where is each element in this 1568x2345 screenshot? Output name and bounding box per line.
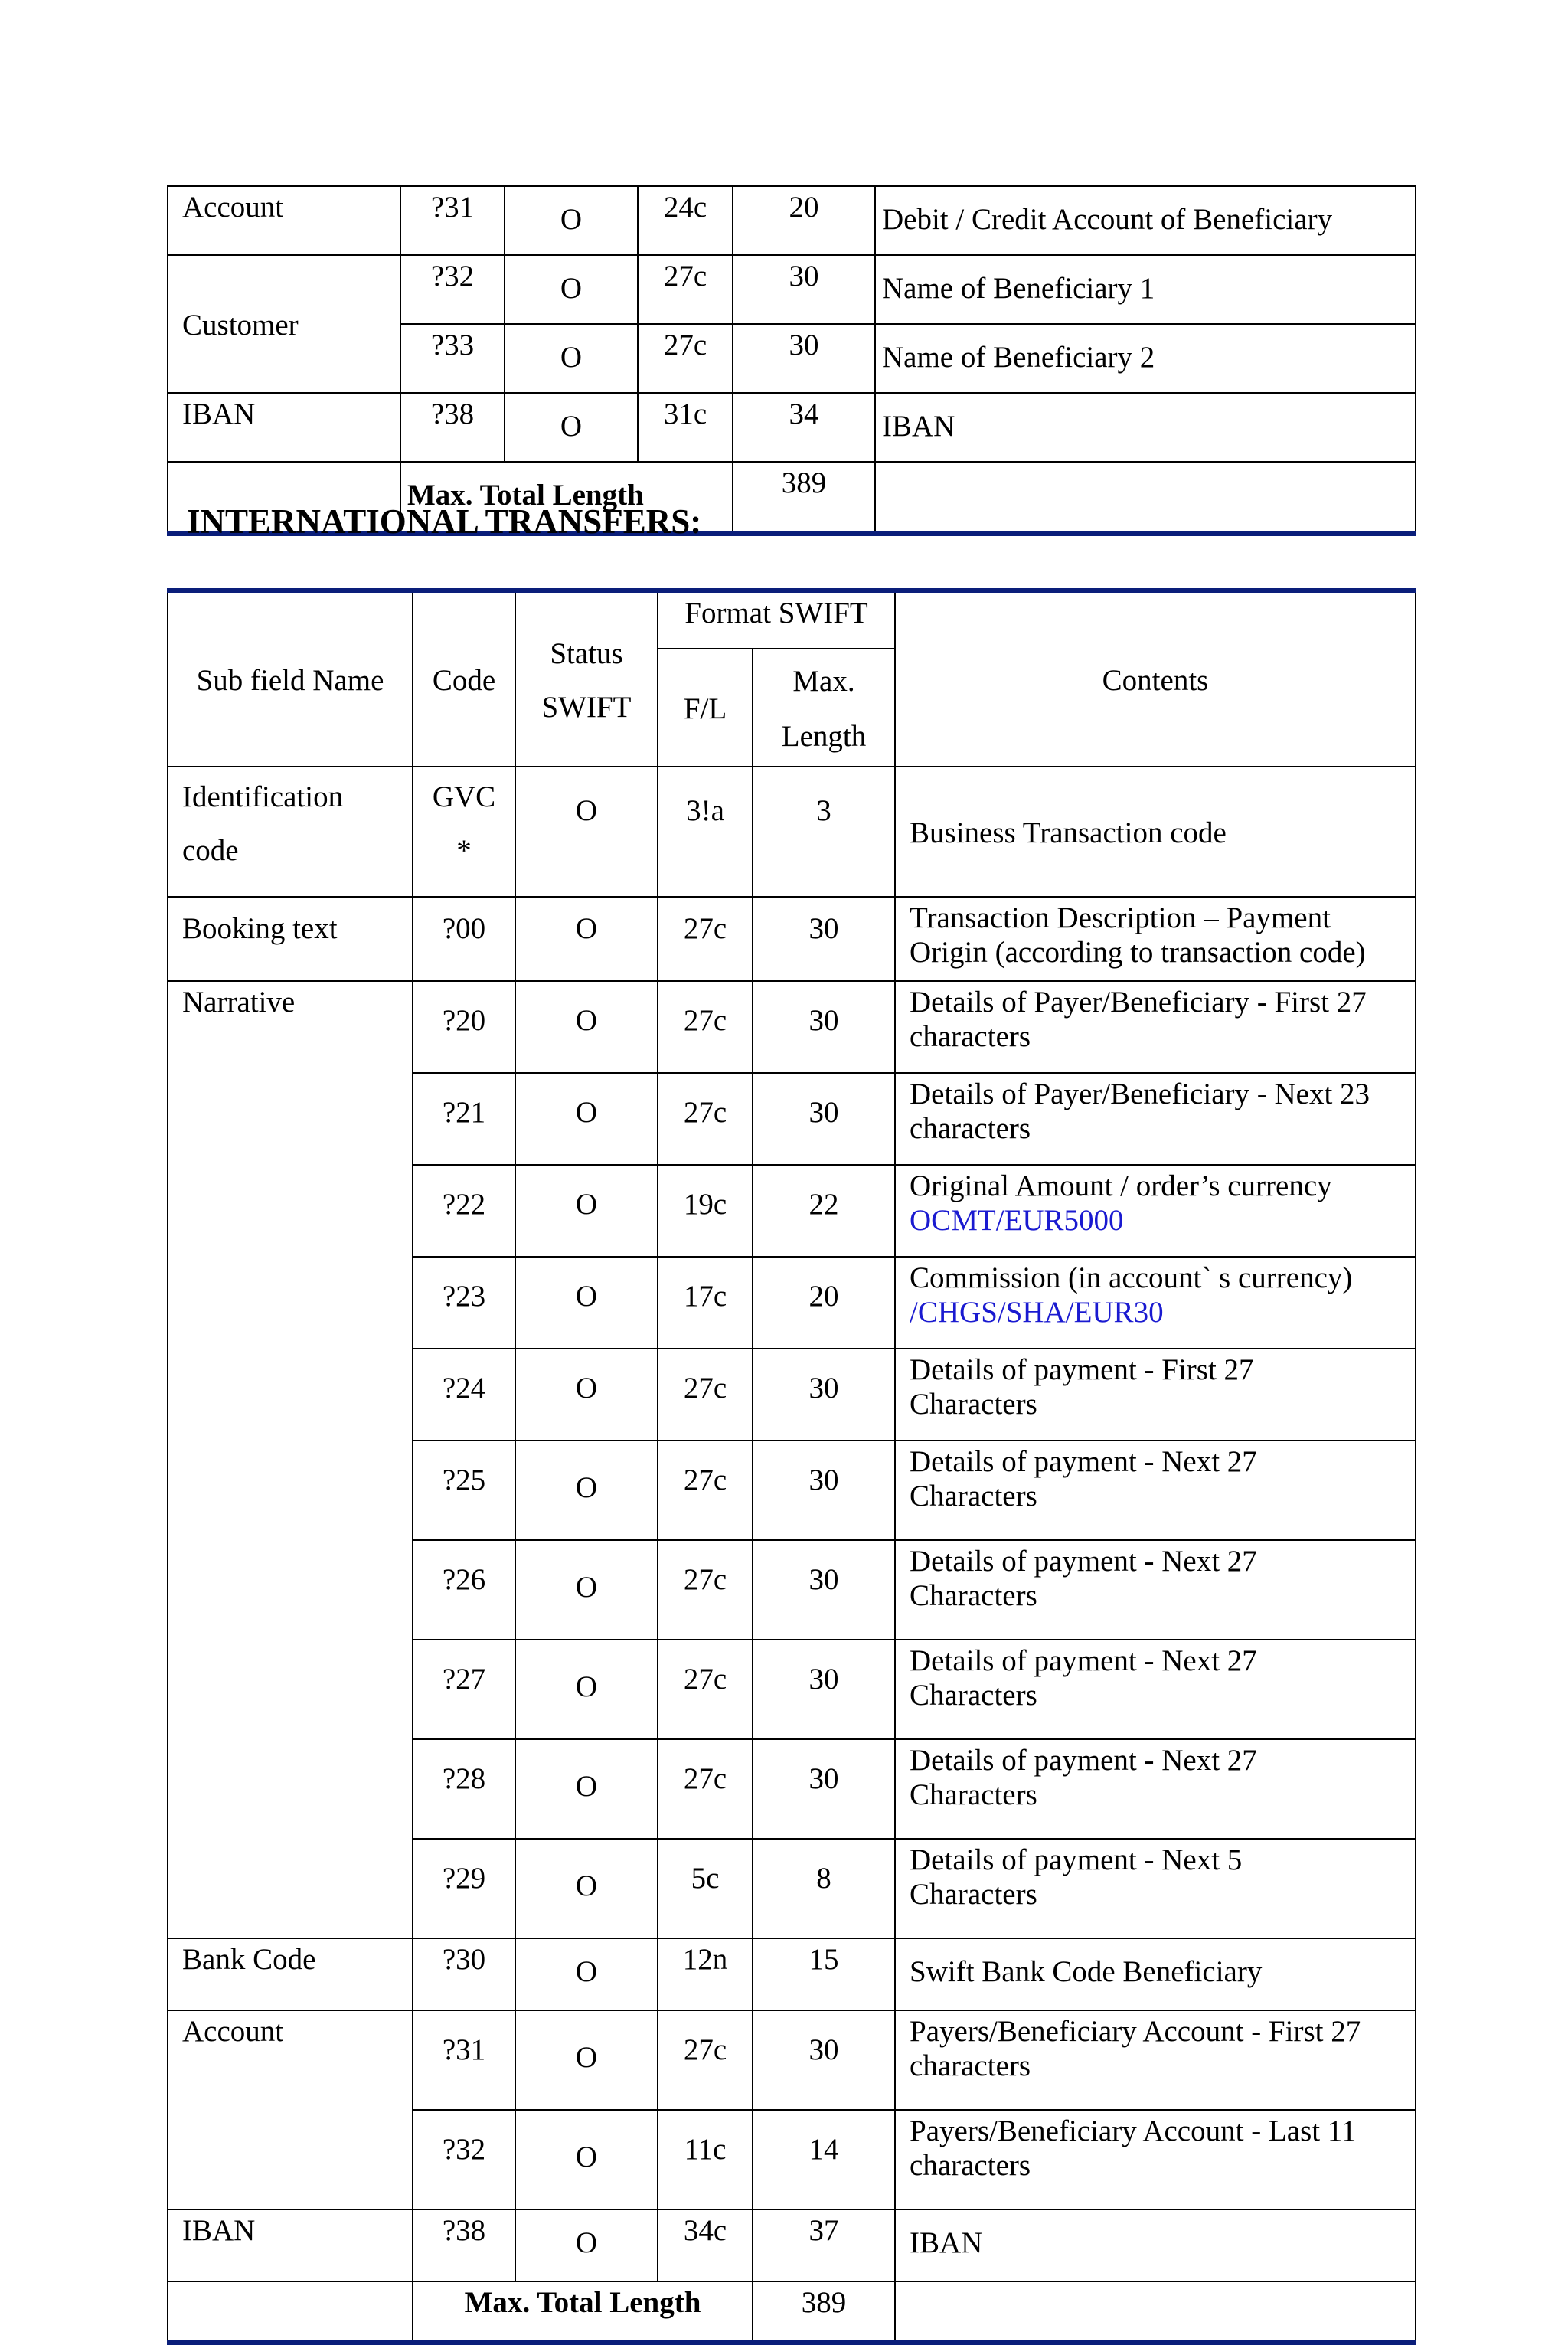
status-cell: O [515,981,658,1073]
fl-cell: 24c [638,186,733,255]
max-length-cell: 30 [753,897,895,981]
table-row [168,393,1416,462]
max-length-cell: 30 [753,1073,895,1165]
max-length-cell: 30 [753,1540,895,1640]
empty-cell [875,462,1416,534]
header-max-line2: Length [781,720,867,753]
fl-cell: 34c [658,2209,753,2281]
code-cell: ?31 [400,186,505,255]
total-length-value: 389 [733,462,875,534]
contents-line2: characters [910,2049,1031,2082]
fl-cell: 27c [658,1640,753,1739]
fl-cell: 27c [658,981,753,1073]
subfield-name: Account [168,186,400,255]
header-code: Code [413,590,515,767]
international-transfers-table [167,588,1416,2345]
code-cell: ?33 [400,324,505,393]
code-cell: ?38 [400,393,505,462]
max-length-cell: 8 [753,1839,895,1938]
contents-line1: Details of Payer/Beneficiary - First 27 [910,986,1367,1019]
code-cell: ?20 [413,981,515,1073]
code-cell: ?32 [413,2110,515,2209]
code-cell: ?00 [413,897,515,981]
contents-line1: Details of payment - Next 27 [910,1545,1257,1578]
header-max-line1: Max. [792,665,855,698]
max-length-cell: 20 [733,186,875,255]
contents-cell: IBAN [875,393,1416,462]
fl-cell: 27c [658,2010,753,2110]
table-row [168,1938,1416,2010]
max-length-cell: 34 [733,393,875,462]
code-cell: ?22 [413,1165,515,1257]
subfield-name-line1: Identification [182,780,344,813]
subfield-name: Booking text [168,897,413,981]
table-row [168,2010,1416,2110]
contents-cell [895,1739,1416,1839]
contents-cell [895,1073,1416,1165]
fl-cell: 27c [658,1073,753,1165]
fl-cell: 5c [658,1839,753,1938]
code-cell: ?31 [413,2010,515,2110]
contents-cell: Name of Beneficiary 2 [875,324,1416,393]
contents-line1: Details of payment - Next 27 [910,1644,1257,1677]
empty-cell [895,2281,1416,2343]
fl-cell: 27c [658,897,753,981]
contents-cell [895,2110,1416,2209]
status-cell: O [515,1349,658,1441]
section-heading: INTERNATIONAL TRANSFERS: [187,502,702,541]
status-cell: O [505,324,638,393]
max-length-cell: 15 [753,1938,895,2010]
contents-line2: Characters [910,1480,1037,1513]
contents-line1: Transaction Description – Payment [910,901,1331,934]
fl-cell: 27c [658,1540,753,1640]
max-length-cell: 30 [753,1640,895,1739]
code-cell: ?23 [413,1257,515,1349]
contents-line1: Details of payment - Next 5 [910,1843,1243,1876]
status-cell: O [515,1540,658,1640]
status-cell: O [515,897,658,981]
fl-cell: 27c [658,1349,753,1441]
contents-line2: Origin (according to transaction code) [910,936,1366,969]
status-cell: O [515,2110,658,2209]
max-length-cell: 14 [753,2110,895,2209]
fl-cell: 19c [658,1165,753,1257]
example-value: /CHGS/SHA/EUR30 [910,1296,1164,1329]
contents-line1: Details of payment - First 27 [910,1353,1254,1386]
max-length-cell: 30 [753,1739,895,1839]
contents-cell: Swift Bank Code Beneficiary [895,1938,1416,2010]
fl-cell: 27c [638,324,733,393]
code-cell: ?21 [413,1073,515,1165]
code-cell: ?25 [413,1441,515,1540]
contents-line1: Payers/Beneficiary Account - First 27 [910,2015,1361,2048]
fl-cell: 31c [638,393,733,462]
total-length-label: Max. Total Length [413,2281,753,2343]
max-length-cell: 30 [753,1349,895,1441]
contents-line2: characters [910,1112,1031,1145]
status-cell: O [515,1165,658,1257]
max-length-cell: 3 [753,767,895,897]
example-value: OCMT/EUR5000 [910,1204,1124,1237]
contents-cell [895,1839,1416,1938]
status-cell: O [505,393,638,462]
contents-line1: Details of payment - Next 27 [910,1744,1257,1777]
subfield-name: Bank Code [168,1938,413,2010]
status-cell: O [515,1073,658,1165]
status-cell: O [515,1257,658,1349]
header-status [515,590,658,767]
contents-line2: Characters [910,1778,1037,1811]
table-row [168,255,1416,324]
status-cell: O [515,1839,658,1938]
table-row [168,981,1416,1073]
max-length-cell: 30 [733,255,875,324]
table-row [168,186,1416,255]
status-cell: O [515,767,658,897]
table-row [168,897,1416,981]
contents-cell [895,1165,1416,1257]
max-length-cell: 30 [753,1441,895,1540]
code-cell: ?38 [413,2209,515,2281]
code-cell: ?28 [413,1739,515,1839]
fl-cell: 27c [658,1739,753,1839]
max-length-cell: 37 [753,2209,895,2281]
fl-cell: 12n [658,1938,753,2010]
fl-cell: 3!a [658,767,753,897]
contents-line1: Details of payment - Next 27 [910,1445,1257,1478]
contents-cell [895,1441,1416,1540]
code-line2: * [456,834,472,867]
code-cell: ?26 [413,1540,515,1640]
contents-cell: Name of Beneficiary 1 [875,255,1416,324]
max-length-cell: 30 [733,324,875,393]
empty-cell [168,2281,413,2343]
fl-cell: 27c [638,255,733,324]
contents-line1: Commission (in account` s currency) [910,1261,1353,1294]
status-cell: O [515,1441,658,1540]
header-row [168,590,1416,649]
contents-cell [895,1349,1416,1441]
code-cell: ?24 [413,1349,515,1441]
status-cell: O [515,2010,658,2110]
header-contents: Contents [895,590,1416,767]
contents-cell: IBAN [895,2209,1416,2281]
code-cell: ?27 [413,1640,515,1739]
max-length-cell: 30 [753,2010,895,2110]
contents-cell [895,1640,1416,1739]
contents-line2: Characters [910,1388,1037,1421]
fl-cell: 27c [658,1441,753,1540]
contents-cell [895,1257,1416,1349]
table-row [168,767,1416,897]
total-row [168,2281,1416,2343]
contents-cell [895,2010,1416,2110]
contents-line1: Payers/Beneficiary Account - Last 11 [910,2114,1357,2147]
max-length-cell: 20 [753,1257,895,1349]
code-cell [413,767,515,897]
subfield-name: Account [168,2010,413,2209]
subfield-name: Customer [168,255,400,393]
status-cell: O [515,1640,658,1739]
subfield-name [168,767,413,897]
fl-cell: 17c [658,1257,753,1349]
header-sub-field-name: Sub field Name [168,590,413,767]
code-line1: GVC [432,780,496,813]
contents-line1: Original Amount / order’s currency [910,1169,1332,1202]
contents-line2: Characters [910,1878,1037,1911]
contents-line2: Characters [910,1579,1037,1612]
table-row [168,2209,1416,2281]
status-cell: O [505,255,638,324]
status-cell: O [515,1739,658,1839]
header-format-swift: Format SWIFT [658,590,895,649]
header-status-line2: SWIFT [541,691,632,724]
contents-cell [895,981,1416,1073]
fl-cell: 11c [658,2110,753,2209]
domestic-fields-table [167,185,1416,536]
contents-cell: Debit / Credit Account of Beneficiary [875,186,1416,255]
code-cell: ?30 [413,1938,515,2010]
status-cell: O [505,186,638,255]
contents-line1: Details of Payer/Beneficiary - Next 23 [910,1078,1370,1110]
header-max-length [753,649,895,767]
contents-line2: Characters [910,1679,1037,1712]
status-cell: O [515,2209,658,2281]
contents-cell [895,1540,1416,1640]
status-cell: O [515,1938,658,2010]
total-length-label: Max. Total Length [400,462,733,534]
contents-cell [895,897,1416,981]
total-length-value: 389 [753,2281,895,2343]
code-cell: ?32 [400,255,505,324]
subfield-name: IBAN [168,2209,413,2281]
header-status-line1: Status [550,637,623,670]
max-length-cell: 30 [753,981,895,1073]
subfield-name: IBAN [168,393,400,462]
contents-line2: characters [910,1020,1031,1053]
subfield-name: Narrative [168,981,413,1938]
header-fl: F/L [658,649,753,767]
contents-line2: characters [910,2149,1031,2182]
subfield-name-line2: code [182,834,239,867]
code-cell: ?29 [413,1839,515,1938]
contents-cell: Business Transaction code [895,767,1416,897]
max-length-cell: 22 [753,1165,895,1257]
